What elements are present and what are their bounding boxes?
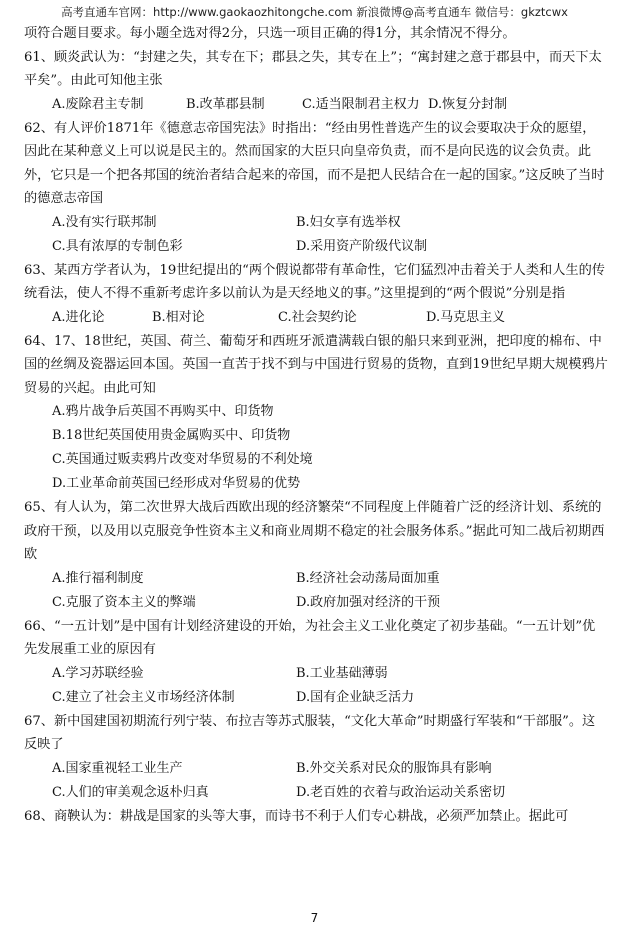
option-a[interactable]: A.没有实行联邦制 bbox=[52, 214, 157, 230]
options bbox=[52, 93, 608, 117]
question-63 bbox=[24, 259, 608, 330]
section-intro: 项符合题目要求。每小题全选对得2分，只选一项目正确的得1分，其余情况不得分。 bbox=[24, 26, 516, 41]
option-d[interactable]: D.老百姓的衣着与政治运动关系密切 bbox=[296, 784, 506, 800]
question-stem: 63、某西方学者认为，19世纪提出的“两个假说都带有革命性，它们猛烈冲击着关于人类和人生的传统看法，使人不得不重新考虑许多以前认为是天经地义的事。”这里提到的“两个假说”分别是指 bbox=[24, 262, 605, 301]
options bbox=[52, 757, 608, 805]
question-stem: 66、“一五计划”是中国有计划经济建设的开始，为社会主义工业化奠定了初步基础。“一五计划”优先发展重工业的原因有 bbox=[24, 618, 596, 657]
option-b[interactable]: B.外交关系对民众的服饰具有影响 bbox=[296, 760, 492, 776]
option-c[interactable]: C.克服了资本主义的弊端 bbox=[52, 594, 196, 610]
question-stem: 62、有人评价1871年《德意志帝国宪法》时指出：“经由男性普选产生的议会要取决于众的愿望，因此在某种意义上可以说是民主的。然而国家的大臣只向皇帝负责，而不是向民选的议会负责。此外，它只是一个把各邦国的统治者结合起来的帝国，而不是把人民结合在一起的国家。”这反映了当时的德意志帝国 bbox=[24, 120, 605, 206]
option-b[interactable]: B.改革郡县制 bbox=[186, 96, 265, 112]
question-62 bbox=[24, 117, 608, 259]
option-c[interactable]: C.人们的审美观念返朴归真 bbox=[52, 784, 209, 800]
option-b[interactable]: B.18世纪英国使用贵金属购买中、印货物 bbox=[52, 428, 291, 443]
option-c[interactable]: C.社会契约论 bbox=[278, 309, 357, 325]
question-stem: 64、17、18世纪，英国、荷兰、葡萄牙和西班牙派遣满载白银的船只来到亚洲，把印度的棉布、中国的丝绸及瓷器运回本国。英国一直苦于找不到与中国进行贸易的货物，直到19世纪早期大规模鸦片贸易的兴起。由此可知 bbox=[24, 333, 608, 396]
option-d[interactable]: D.政府加强对经济的干预 bbox=[296, 594, 441, 610]
option-b[interactable]: B.工业基础薄弱 bbox=[296, 665, 388, 681]
question-stem: 68、商鞅认为：耕战是国家的头等大事，而诗书不利于人们专心耕战，必须严加禁止。据此可 bbox=[24, 808, 569, 824]
option-d[interactable]: D.马克思主义 bbox=[426, 309, 506, 325]
option-a[interactable]: A.鸦片战争后英国不再购买中、印货物 bbox=[52, 404, 274, 419]
option-b[interactable]: B.妇女享有选举权 bbox=[296, 214, 401, 230]
option-c[interactable]: C.建立了社会主义市场经济体制 bbox=[52, 689, 235, 705]
question-list bbox=[24, 22, 608, 828]
question-64 bbox=[24, 330, 608, 497]
options bbox=[52, 662, 608, 710]
options bbox=[52, 567, 608, 615]
option-c[interactable]: C.英国通过贩卖鸦片改变对华贸易的不利处境 bbox=[52, 452, 313, 467]
option-a[interactable]: A.学习苏联经验 bbox=[52, 665, 144, 681]
option-d[interactable]: D.工业革命前英国已经形成对华贸易的优势 bbox=[52, 476, 301, 491]
options bbox=[52, 211, 608, 259]
option-c[interactable]: C.具有浓厚的专制色彩 bbox=[52, 238, 183, 254]
question-stem: 65、有人认为，第二次世界大战后西欧出现的经济繁荣“不同程度上伴随着广泛的经济计划、系统的政府干预，以及用以克服竞争性资本主义和商业周期不稳定的社会服务体系。”据此可知二战后初期西欧 bbox=[24, 500, 605, 562]
option-d[interactable]: D.国有企业缺乏活力 bbox=[296, 689, 415, 705]
option-b[interactable]: B.经济社会动荡局面加重 bbox=[296, 570, 440, 586]
page-header: 高考直通车官网：http://www.gaokaozhitongche.com 新浪微博@高考直通车 微信号：gkztcwx bbox=[61, 5, 568, 19]
question-66 bbox=[24, 615, 608, 710]
option-a[interactable]: A.进化论 bbox=[52, 309, 105, 325]
question-67 bbox=[24, 710, 608, 805]
option-d[interactable]: D.采用资产阶级代议制 bbox=[296, 238, 428, 254]
question-65 bbox=[24, 496, 608, 615]
option-a[interactable]: A.废除君主专制 bbox=[52, 96, 144, 112]
option-d[interactable]: D.恢复分封制 bbox=[428, 96, 508, 112]
options bbox=[52, 306, 608, 330]
question-stem: 67、新中国建国初期流行列宁装、布拉吉等苏式服装，“文化大革命”时期盛行军装和“干部服”。这反映了 bbox=[24, 713, 596, 752]
option-a[interactable]: A.国家重视轻工业生产 bbox=[52, 760, 183, 776]
option-a[interactable]: A.推行福利制度 bbox=[52, 570, 144, 586]
page-number: 7 bbox=[310, 911, 319, 925]
question-68 bbox=[24, 805, 608, 829]
option-c[interactable]: C.适当限制君主权力 bbox=[302, 96, 420, 112]
question-stem: 61、顾炎武认为：“封建之失，其专在下；郡县之失，其专在上”；“寓封建之意于郡县中，而天下太平矣”。由此可知他主张 bbox=[24, 49, 602, 88]
options bbox=[52, 400, 608, 496]
question-61 bbox=[24, 46, 608, 117]
option-b[interactable]: B.相对论 bbox=[152, 309, 205, 325]
